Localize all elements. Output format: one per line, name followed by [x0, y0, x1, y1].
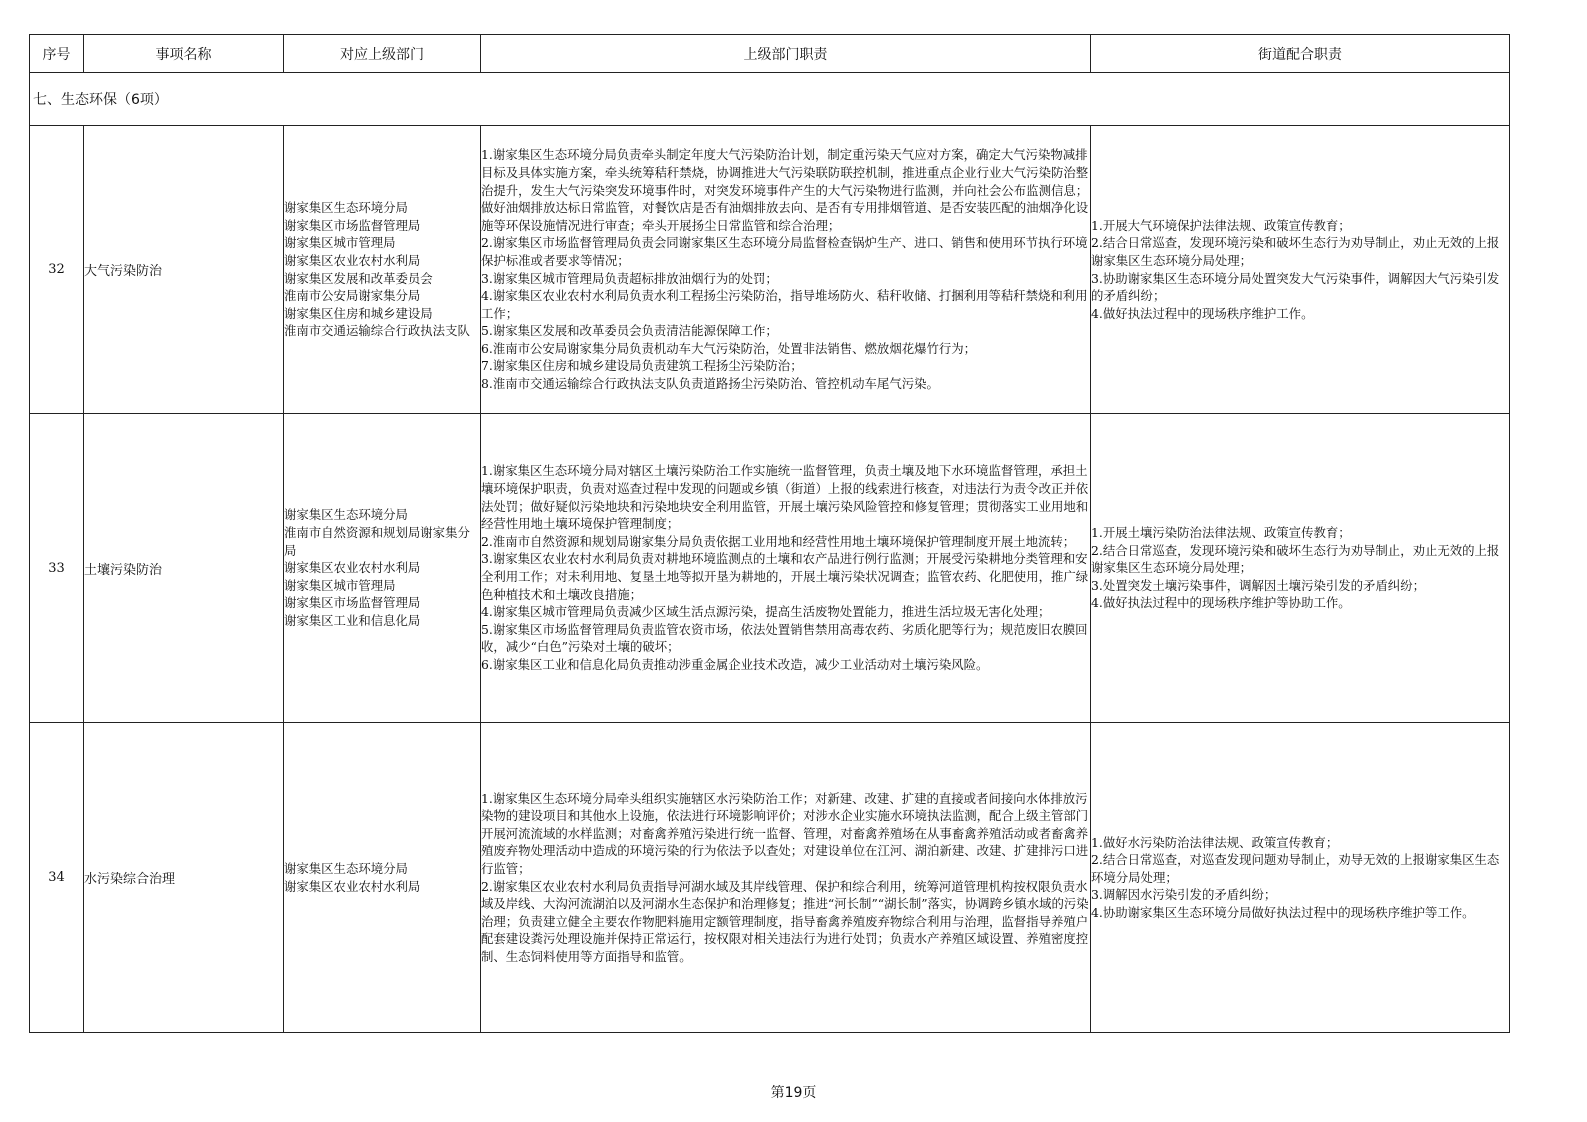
item-name: 水污染综合治理 [84, 723, 284, 1033]
street-line: 1.做好水污染防治法律法规、政策宣传教育； [1091, 834, 1339, 850]
duty-line: 1.谢家集区生态环境分局对辖区土壤污染防治工作实施统一监督管理，负责土壤及地下水环境监督管理，承担土壤环境保护职责，负责对巡查过程中发现的问题或乡镇（街道）上报的线索进行核查，对违法行为责令改正并依法处罚；做好疑似污染地块和污染地块安全利用监管，开展土壤污染风险管控和修复管理；贯彻落实工业用地和经营性用地土壤环境保护管理制度； [481, 463, 1089, 532]
street-line: 2.结合日常巡查，发现环境污染和破坏生态行为劝导制止，劝止无效的上报谢家集区生态环境分局处理； [1091, 542, 1500, 576]
dept-line: 淮南市交通运输综合行政执法支队 [284, 323, 470, 339]
street-line: 2.结合日常巡查，对巡查发现问题劝导制止，劝导无效的上报谢家集区生态环境分局处理； [1091, 852, 1500, 885]
header-name: 事项名称 [84, 35, 284, 73]
header-duty: 上级部门职责 [481, 35, 1091, 73]
duty-list [481, 414, 1091, 723]
dept-line: 谢家集区生态环境分局 [284, 860, 408, 876]
row-number: 33 [30, 414, 84, 723]
dept-line: 淮南市公安局谢家集分局 [284, 288, 421, 304]
duty-line: 3.谢家集区农业农村水利局负责对耕地环境监测点的土壤和农产品进行例行监测；开展受污染耕地分类管理和安全利用工作；对未利用地、复垦土地等拟开垦为耕地的，开展土壤污染状况调查；监管农药、化肥使用，推广绿色种植技术和土壤改良措施； [481, 551, 1089, 602]
dept-list [284, 126, 481, 414]
table-row [30, 126, 1510, 414]
header-row [30, 35, 1510, 73]
section-row [30, 73, 1510, 126]
dept-line: 谢家集区农业农村水利局 [284, 560, 421, 576]
duty-line: 4.谢家集区城市管理局负责减少区域生活点源污染，提高生活废物处置能力，推进生活垃圾无害化处理； [481, 604, 1051, 620]
dept-list [284, 414, 481, 723]
street-line: 4.做好执法过程中的现场秩序维护工作。 [1091, 305, 1314, 321]
dept-line: 谢家集区发展和改革委员会 [284, 270, 433, 286]
dept-line: 谢家集区农业农村水利局 [284, 878, 421, 894]
header-street: 街道配合职责 [1091, 35, 1510, 73]
row-number: 34 [30, 723, 84, 1033]
street-line: 4.做好执法过程中的现场秩序维护等协助工作。 [1091, 595, 1351, 611]
dept-line: 谢家集区市场监督管理局 [284, 217, 421, 233]
duty-line: 1.谢家集区生态环境分局牵头组织实施辖区水污染防治工作；对新建、改建、扩建的直接或者间接向水体排放污染物的建设项目和其他水上设施，依法进行环境影响评价；对涉水企业实施水环境执法监测，配合上级主管部门开展河流流域的水样监测；对畜禽养殖污染进行统一监督、管理，对畜禽养殖场在从事畜禽养殖活动或者畜禽养殖废弃物处理活动中造成的环境污染的行为依法予以查处；对建设单位在江河、湖泊新建、改建、扩建排污口进行监管； [481, 790, 1089, 876]
dept-line: 谢家集区城市管理局 [284, 577, 396, 593]
duty-list [481, 126, 1091, 414]
duty-line: 5.谢家集区发展和改革委员会负责清洁能源保障工作； [481, 323, 778, 339]
page-number: 第19页 [770, 1085, 817, 1101]
row-number: 32 [30, 126, 84, 414]
dept-line: 淮南市自然资源和规划局谢家集分局 [284, 525, 470, 558]
street-line: 3.协助谢家集区生态环境分局处置突发大气污染事件，调解因大气污染引发的矛盾纠纷； [1091, 270, 1500, 304]
section-title: 七、生态环保（6项） [30, 73, 1510, 126]
street-line: 1.开展大气环境保护法律法规、政策宣传教育； [1091, 217, 1351, 233]
dept-line: 谢家集区生态环境分局 [284, 507, 408, 523]
dept-line: 谢家集区工业和信息化局 [284, 612, 421, 628]
duty-line: 8.淮南市交通运输综合行政执法支队负责道路扬尘污染防治、管控机动车尾气污染。 [481, 376, 939, 392]
duty-list [481, 723, 1091, 1033]
duty-line: 3.谢家集区城市管理局负责超标排放油烟行为的处罚； [481, 270, 778, 286]
header-no: 序号 [30, 35, 84, 73]
street-list [1091, 723, 1510, 1033]
item-name: 大气污染防治 [84, 126, 284, 414]
dept-line: 谢家集区城市管理局 [284, 235, 396, 251]
duty-line: 2.谢家集区农业农村水利局负责指导河湖水域及其岸线管理、保护和综合利用，统筹河道管理机构按权限负责水域及岸线、大沟河流湖泊以及河湖水生态保护和治理修复；推进“河长制”“湖长制”落实，协调跨乡镇水域的污染治理；负责建立健全主要农作物肥料施用定额管理制度，指导畜禽养殖废弃物综合利用与治理，监督指导养殖户配套建设粪污处理设施并保持正常运行，按权限对相关违法行为进行处罚；负责水产养殖区域设置、养殖密度控制、生态饲料使用等方面指导和监管。 [481, 878, 1089, 964]
dept-list [284, 723, 481, 1033]
dept-line: 谢家集区住房和城乡建设局 [284, 305, 433, 321]
table-row [30, 723, 1510, 1033]
duty-line: 2.淮南市自然资源和规划局谢家集分局负责依据工业用地和经营性用地土壤环境保护管理制度开展土地流转； [481, 533, 1076, 549]
dept-line: 谢家集区农业农村水利局 [284, 252, 421, 268]
dept-line: 谢家集区生态环境分局 [284, 200, 408, 216]
street-line: 3.处置突发土壤污染事件，调解因土壤污染引发的矛盾纠纷； [1091, 577, 1425, 593]
dept-line: 谢家集区市场监督管理局 [284, 595, 421, 611]
street-list [1091, 126, 1510, 414]
duty-line: 6.淮南市公安局谢家集分局负责机动车大气污染防治，处置非法销售、燃放烟花爆竹行为； [481, 340, 977, 356]
table-row [30, 414, 1510, 723]
street-line: 4.协助谢家集区生态环境分局做好执法过程中的现场秩序维护等工作。 [1091, 904, 1475, 920]
duty-line: 2.谢家集区市场监督管理局负责会同谢家集区生态环境分局监督检查锅炉生产、进口、销售和使用环节执行环境保护标准或者要求等情况； [481, 235, 1088, 268]
street-list [1091, 414, 1510, 723]
header-dept: 对应上级部门 [284, 35, 481, 73]
street-line: 1.开展土壤污染防治法律法规、政策宣传教育； [1091, 525, 1351, 541]
street-line: 2.结合日常巡查，发现环境污染和破坏生态行为劝导制止，劝止无效的上报谢家集区生态环境分局处理； [1091, 235, 1500, 268]
duty-line: 5.谢家集区市场监督管理局负责监管农资市场，依法处置销售禁用高毒农药、劣质化肥等行为；规范废旧农膜回收，减少“白色”污染对土壤的破坏； [481, 621, 1088, 655]
duty-line: 7.谢家集区住房和城乡建设局负责建筑工程扬尘污染防治； [481, 358, 803, 374]
responsibility-table [29, 34, 1510, 1033]
duty-line: 6.谢家集区工业和信息化局负责推动涉重金属企业技术改造，减少工业活动对土壤污染风险。 [481, 656, 989, 672]
street-line: 3.调解因水污染引发的矛盾纠纷； [1091, 887, 1277, 903]
duty-line: 4.谢家集区农业农村水利局负责水利工程扬尘污染防治，指导堆场防火、秸秆收储、打捆利用等秸秆禁烧和利用工作； [481, 288, 1088, 321]
duty-line: 1.谢家集区生态环境分局负责牵头制定年度大气污染防治计划，制定重污染天气应对方案，确定大气污染物减排目标及具体实施方案，牵头统筹秸秆禁烧，协调推进大气污染联防联控机制，推进重点企业行业大气污染防治整治提升，发生大气污染突发环境事件时，对突发环境事件产生的大气污染物进行监测，并向社会公布监测信息；做好油烟排放达标日常监管，对餐饮店是否有油烟排放去向、是否有专用排烟管道、是否安装匹配的油烟净化设施等环保设施情况进行审查；牵头开展扬尘日常监管和综合治理； [481, 147, 1089, 233]
item-name: 土壤污染防治 [84, 414, 284, 723]
